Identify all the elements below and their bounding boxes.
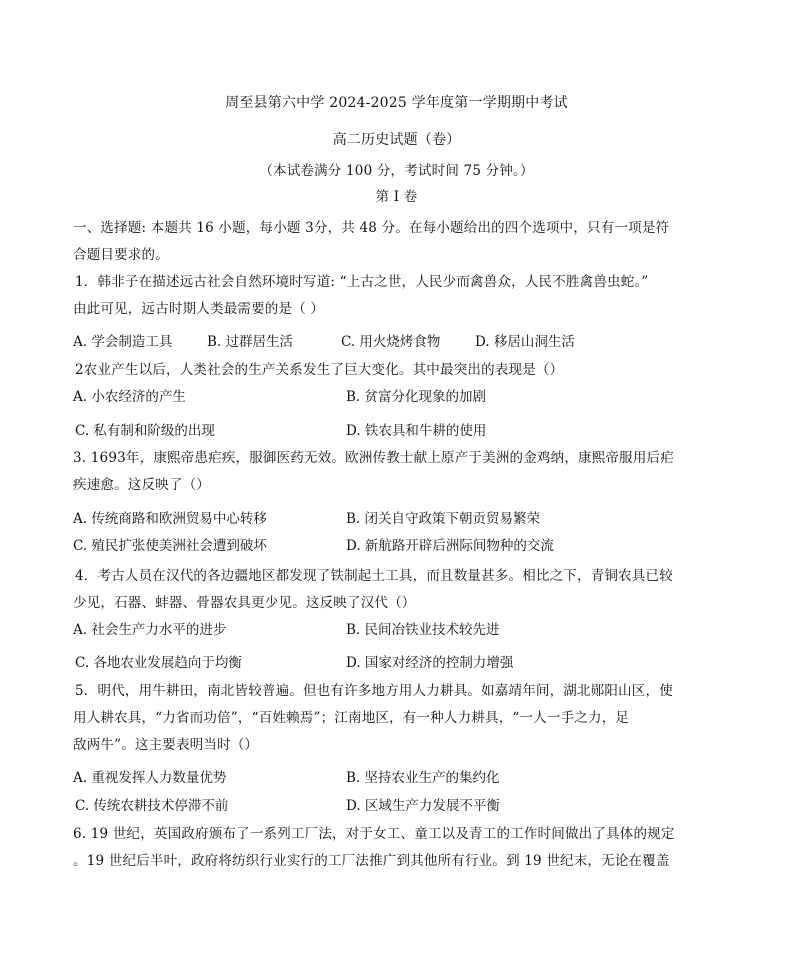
question-5-option-b: B. 坚持农业生产的集约化 — [346, 770, 500, 786]
question-4-option-d: D. 国家对经济的控制力增强 — [346, 655, 514, 671]
exam-note: （本试卷满分 100 分，考试时间 75 分钟。） — [259, 163, 534, 179]
question-5-option-a: A. 重视发挥人力数量优势 — [73, 770, 227, 786]
question-5-line-3: 敌两牛”。这主要表明当时（） — [73, 737, 259, 753]
question-1-line-1: 1．韩非子在描述远古社会自然环境时写道: “上古之世，人民少而禽兽众，人民不胜禽兽虫蛇。” — [75, 274, 649, 290]
question-3-option-a: A. 传统商路和欧洲贸易中心转移 — [73, 511, 267, 527]
question-1-option-a: A. 学会制造工具 — [73, 334, 173, 350]
instructions-line-1: 一、选择题: 本题共 16 小题，每小题 3分，共 48 分。在每小题给出的四个选项中，只有一项是符 — [73, 220, 670, 236]
question-4-line-2: 少见，石器、蚌器、骨器农具更少见。这反映了汉代（） — [73, 595, 416, 611]
question-4-option-c: C. 各地农业发展趋向于均衡 — [75, 655, 242, 671]
question-1-option-c: C. 用火烧烤食物 — [341, 334, 441, 350]
question-4-line-1: 4．考古人员在汉代的各边疆地区都发现了铁制起土工具，而且数量甚多。相比之下，青铜农具已较 — [75, 568, 673, 584]
question-4-option-b: B. 民间冶铁业技术较先进 — [346, 622, 500, 638]
instructions-line-2: 合题目要求的。 — [73, 247, 169, 263]
question-5-option-c: C. 传统农耕技术停滞不前 — [75, 798, 229, 814]
question-3-option-b: B. 闭关自守政策下朝贡贸易繁荣 — [346, 511, 541, 527]
question-2-option-c: C. 私有制和阶级的出现 — [75, 423, 215, 439]
question-5-line-1: 5．明代，用牛耕田，南北皆较普遍。但也有许多地方用人力耕具。如嘉靖年间，湖北郧阳山区，使 — [75, 683, 673, 699]
question-1-line-2: 由此可见，远古时期人类最需要的是（ ） — [73, 301, 325, 317]
exam-subtitle: 高二历史试题（卷） — [332, 132, 461, 148]
question-6-line-2: 。19 世纪后半叶，政府将纺织行业实行的工厂法推广到其他所有行业。到 19 世纪末，无论在覆盖 — [73, 853, 670, 869]
question-2-option-b: B. 贫富分化现象的加剧 — [346, 389, 487, 405]
section-label: 第 I 卷 — [375, 189, 418, 205]
question-1-option-b: B. 过群居生活 — [207, 334, 294, 350]
question-5-line-2: 用人耕农具，“力省而功倍”，“百姓赖焉”；江南地区，有一种人力耕具，“一人一手之力，足 — [73, 710, 630, 726]
question-3-option-d: D. 新航路开辟后洲际间物种的交流 — [346, 538, 554, 554]
question-2-option-d: D. 铁农具和牛耕的使用 — [346, 423, 487, 439]
question-2-line-1: 2农业产生以后，人类社会的生产关系发生了巨大变化。其中最突出的表现是（） — [75, 362, 564, 378]
question-2-option-a: A. 小农经济的产生 — [73, 389, 186, 405]
question-3-option-c: C. 殖民扩张使美洲社会遭到破坏 — [73, 538, 267, 554]
question-1-option-d: D. 移居山洞生活 — [475, 334, 575, 350]
question-3-line-2: 疾速愈。这反映了（） — [73, 477, 210, 493]
question-6-line-1: 6. 19 世纪，英国政府颁布了一系列工厂法，对于女工、童工以及青工的工作时间做出了具体的规定 — [73, 826, 675, 842]
question-5-option-d: D. 区域生产力发展不平衡 — [346, 798, 500, 814]
question-3-line-1: 3. 1693年，康熙帝患疟疾，服御医药无效。欧洲传教士献上原产于美洲的金鸡纳，康熙帝服用后疟 — [73, 450, 674, 466]
exam-title: 周至县第六中学 2024-2025 学年度第一学期期中考试 — [225, 95, 568, 111]
question-4-option-a: A. 社会生产力水平的进步 — [73, 622, 227, 638]
